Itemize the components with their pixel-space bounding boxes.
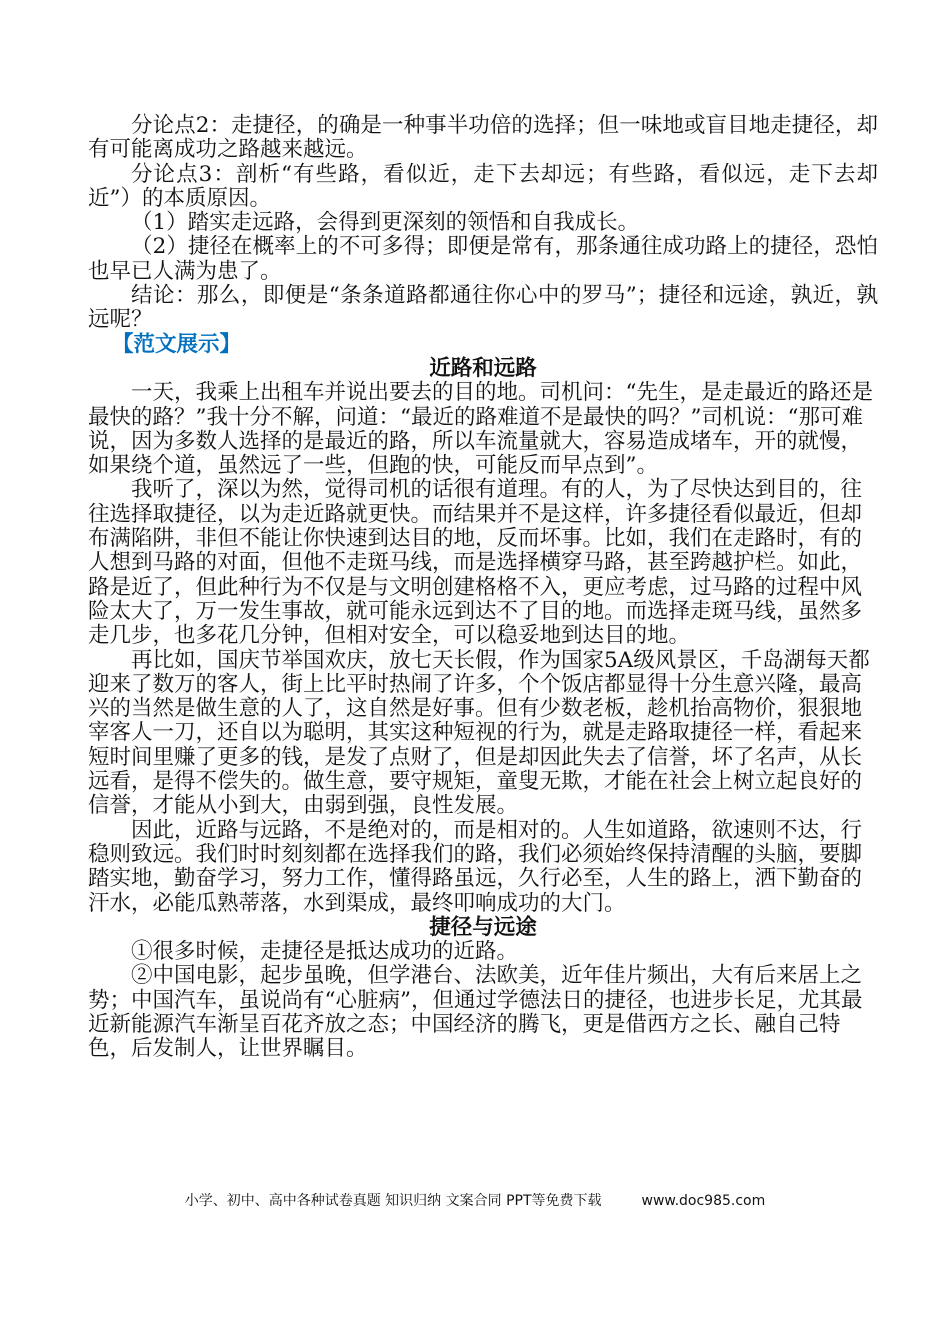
- outline-point-2: 分论点2：走捷径，的确是一种事半功倍的选择；但一味地或盲目地走捷径，却有可能离成功之路越来越远。: [88, 113, 878, 163]
- page-footer: [0, 1190, 950, 1210]
- essay1-paragraph: 一天，我乘上出租车并说出要去的目的地。司机问：“先生，是走最近的路还是最快的路？”我十分不解，问道：“最近的路难道不是最快的吗？”司机说：“那可难说，因为多数人选择的是最近的路，所以车流量就大，容易造成堵车，开的就慢，如果绕个道，虽然远了一些，但跑的快，可能反而早点到”。: [88, 380, 873, 479]
- essay1-paragraph: 再比如，国庆节举国欢庆，放七天长假，作为国家5A级风景区，千岛湖每天都迎来了数万的客人，街上比平时热闹了许多，个个饭店都显得十分生意兴隆，最高兴的当然是做生意的人了，这自然是好事。但有少数老板，趁机抬高物价，狠狠地宰客人一刀，还自以为聪明，其实这种短视的行为，就是走路取捷径一样，看起来短时间里赚了更多的钱，是发了点财了，但是却因此失去了信誉，坏了名声，从长远看，是得不偿失的。做生意，要守规矩，童叟无欺，才能在社会上树立起良好的信誉，才能从小到大，由弱到强，良性发展。: [88, 647, 870, 819]
- essay1-title: 近路和远路: [429, 355, 537, 381]
- outline-sub-point-1: （1）踏实走远路，会得到更深刻的领悟和自我成长。: [131, 210, 640, 236]
- essay1-paragraph: 我听了，深以为然，觉得司机的话很有道理。有的人，为了尽快达到目的，往往选择取捷径，以为走近路就更快。而结果并不是这样，许多捷径看似最近，但却布满陷阱，非但不能让你快速到达目的地，反而坏事。比如，我们在走路时，有的人想到马路的对面，但他不走斑马线，而是选择横穿马路，甚至跨越护栏。如此，路是近了，但此种行为不仅是与文明创建格格不入，更应考虑，过马路的过程中风险太大了，万一发生事故，就可能永远到达不了目的地。而选择走斑马线，虽然多走几步，也多花几分钟，但相对安全，可以稳妥地到达目的地。: [88, 477, 863, 649]
- outline-sub-point-2: （2）捷径在概率上的不可多得；即便是常有，那条通往成功路上的捷径，恐怕也早已人满为患了。: [88, 234, 878, 284]
- essay2-paragraph: ①很多时候，走捷径是抵达成功的近路。: [131, 939, 519, 965]
- footer-text: 小学、初中、高中各种试卷真题 知识归纳 文案合同 PPT等免费下载: [184, 1193, 602, 1209]
- document-body: [88, 114, 878, 1062]
- outline-point-3: 分论点3：剖析“有些路，看似近，走下去却远；有些路，看似远，走下去却近”）的本质原因。: [88, 161, 878, 211]
- section-heading: 【范文展示】: [112, 331, 242, 357]
- essay2-paragraph: ②中国电影，起步虽晚，但学港台、法欧美，近年佳片频出，大有后来居上之势；中国汽车，虽说尚有“心脏病”，但通过学德法日的捷径，也进步长足，尤其最近新能源汽车渐呈百花齐放之态；中国经济的腾飞，更是借西方之长、融自己特色，后发制人，让世界瞩目。: [88, 963, 863, 1062]
- essay2-title: 捷径与远途: [429, 914, 537, 940]
- footer-link[interactable]: www.doc985.com: [641, 1193, 766, 1209]
- outline-conclusion: 结论：那么，即便是“条条道路都通往你心中的罗马”；捷径和远途，孰近，孰远呢？: [88, 283, 878, 333]
- essay1-paragraph: 因此，近路与远路，不是绝对的，而是相对的。人生如道路，欲速则不达，行稳则致远。我们时时刻刻都在选择我们的路，我们必须始终保持清醒的头脑，要脚踏实地，勤奋学习，努力工作，懂得路虽远，久行必至，人生的路上，洒下勤奋的汗水，必能瓜熟蒂落，水到渠成，最终叩响成功的大门。: [88, 817, 863, 916]
